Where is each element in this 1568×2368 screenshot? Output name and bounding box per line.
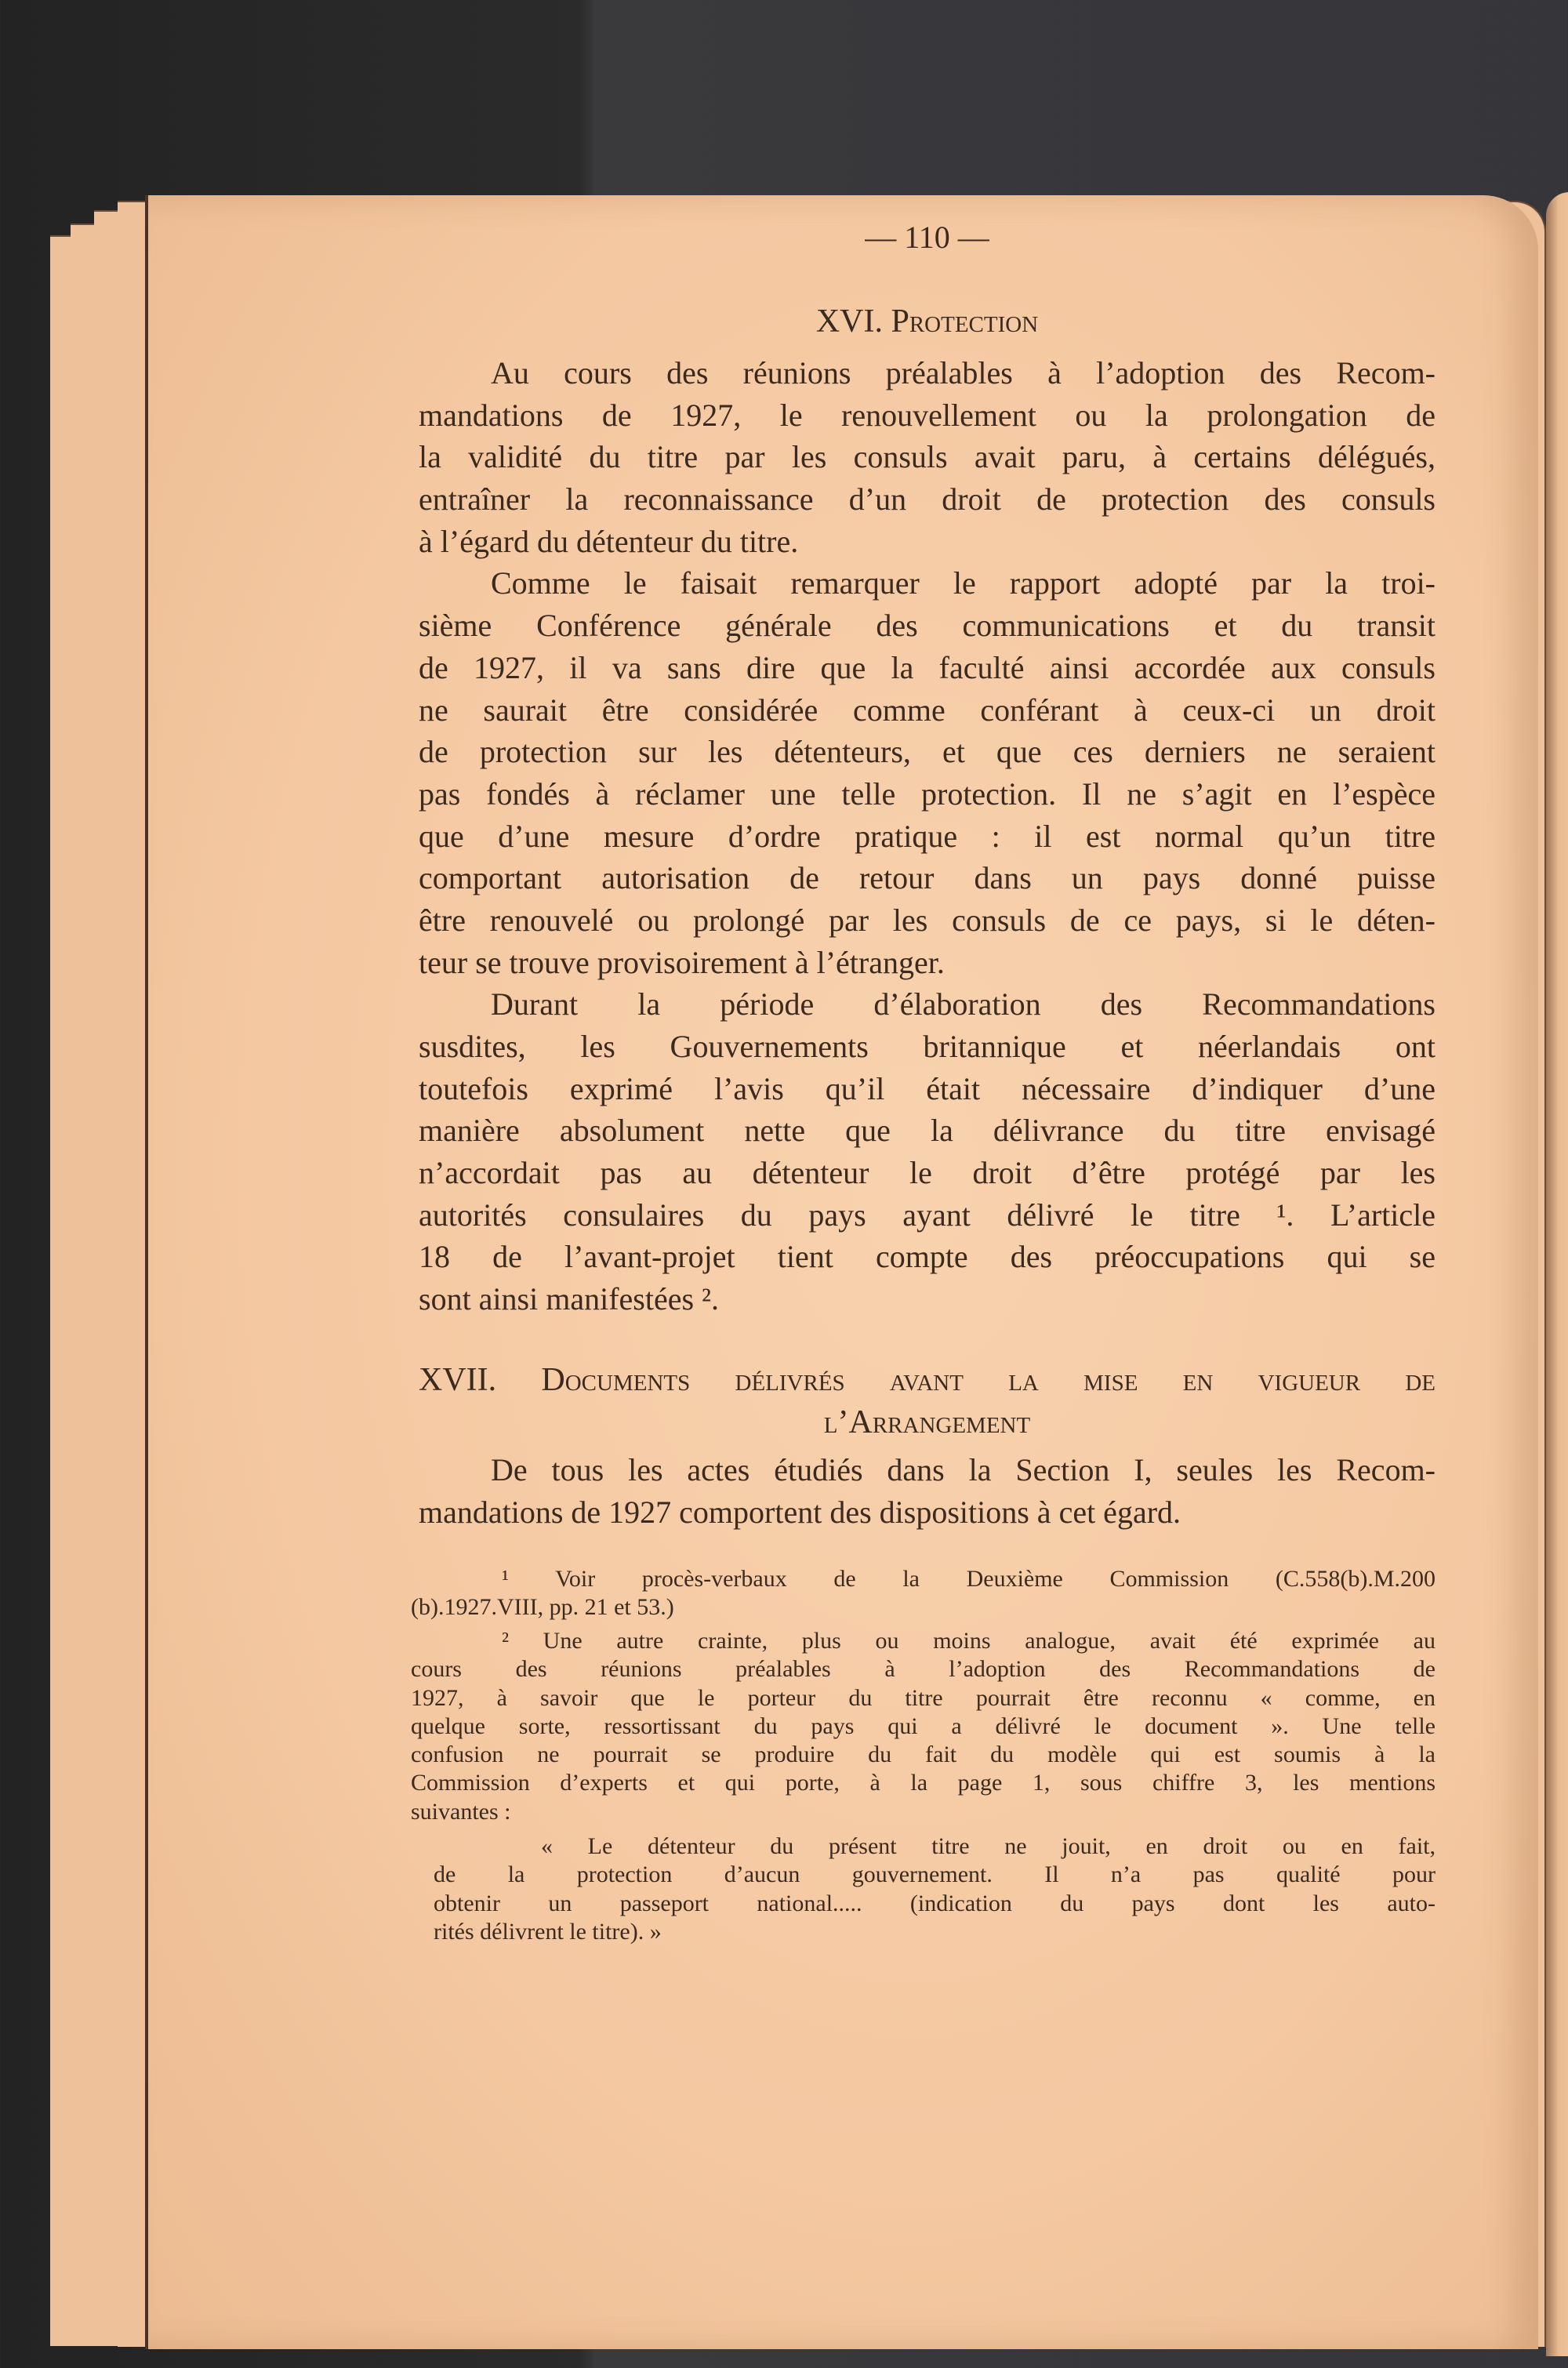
text-line: sont ainsi manifestées ².: [419, 1281, 720, 1317]
text-line: sième Conférence générale des communications et du transit: [419, 608, 1436, 644]
text-line: Comme le faisait remarquer le rapport adopté par la troi-: [491, 565, 1436, 601]
quote-line: de la protection d’aucun gouvernement. Il n’a pas qualité pour: [434, 1861, 1436, 1888]
text-line: 18 de l’avant-projet tient compte des préoccupations qui se: [419, 1239, 1436, 1275]
text-line: pas fondés à réclamer une telle protection. Il ne s’agit en l’espèce: [419, 775, 1436, 812]
quote-line: « Le détenteur du présent titre ne jouit, en droit ou en fait,: [541, 1833, 1436, 1859]
section-title: Protection: [891, 303, 1039, 340]
section-number: XVI.: [815, 303, 883, 340]
text-line: de 1927, il va sans dire que la faculté ainsi accordée aux consuls: [419, 649, 1436, 685]
section-title-line2: l’Arrangement: [823, 1404, 1031, 1440]
text-line: cours des réunions préalables à l’adoption des Recommandations de: [411, 1656, 1436, 1683]
text-line: n’accordait pas au détenteur le droit d’être protégé par les: [419, 1155, 1436, 1191]
text-line: ne saurait être considérée comme conférant à ceux-ci un droit: [419, 692, 1436, 728]
text-line: Durant la période d’élaboration des Recommandations: [491, 986, 1436, 1022]
text-line: que d’une mesure d’ordre pratique : il est normal qu’un titre: [419, 818, 1436, 854]
text-line: mandations de 1927 comportent des dispositions à cet égard.: [419, 1494, 1181, 1530]
text-line: teur se trouve provisoirement à l’étranger.: [419, 944, 945, 980]
section-xvii-body: [419, 1449, 1436, 1533]
section-title-line1: Documents délivrés avant la mise en vigueur de: [541, 1362, 1436, 1398]
text-line: De tous les actes étudiés dans la Section I, seules les Recom-: [491, 1452, 1436, 1487]
text-line: confusion ne pourrait se produire du fait du modèle qui est soumis à la: [411, 1741, 1436, 1768]
page-number: — 110 —: [865, 220, 989, 255]
quote-line: rités délivrent le titre). »: [434, 1918, 662, 1945]
section-xvi-body: [419, 352, 1436, 1320]
quote-line: obtenir un passeport national..... (indication du pays dont les auto-: [434, 1890, 1436, 1916]
text-line: 1927, à savoir que le porteur du titre pourrait être reconnu « comme, en: [411, 1684, 1436, 1711]
facing-page-edge: [1546, 192, 1568, 2356]
text-line: comportant autorisation de retour dans un pays donné puisse: [419, 860, 1436, 896]
text-line: manière absolument nette que la délivrance du titre envisagé: [419, 1113, 1436, 1149]
text-line: de protection sur les détenteurs, et que ces derniers ne seraient: [419, 734, 1436, 770]
footnote-2: [411, 1627, 1436, 1826]
text-line: toutefois exprimé l’avis qu’il était nécessaire d’indiquer d’une: [419, 1070, 1436, 1106]
section-number: XVII.: [419, 1362, 497, 1398]
text-line: la validité du titre par les consuls avait paru, à certains délégués,: [419, 439, 1436, 475]
text-line: à l’égard du détenteur du titre.: [419, 523, 799, 559]
text-line: autorités consulaires du pays ayant délivré le titre ¹. L’article: [419, 1197, 1436, 1233]
text-line: ² Une autre crainte, plus ou moins analogue, avait été exprimée au: [502, 1628, 1436, 1654]
text-line: suivantes :: [411, 1798, 511, 1825]
text-line: être renouvelé ou prolongé par les consuls de ce pays, si le déten-: [419, 902, 1436, 938]
text-line: Commission d’experts et qui porte, à la page 1, sous chiffre 3, les mentions: [411, 1770, 1436, 1796]
text-line: Au cours des réunions préalables à l’adoption des Recom-: [491, 355, 1436, 390]
footnote-1: [411, 1565, 1436, 1622]
footnote-quote: [434, 1832, 1436, 1946]
text-line: entraîner la reconnaissance d’un droit de protection des consuls: [419, 481, 1436, 518]
text-line: ¹ Voir procès-verbaux de la Deuxième Commission (C.558(b).M.200: [502, 1566, 1436, 1592]
text-line: mandations de 1927, le renouvellement ou la prolongation de: [419, 397, 1436, 433]
section-heading-xvii: [419, 1360, 1436, 1444]
text-line: quelque sorte, ressortissant du pays qui a délivré le document ». Une telle: [411, 1712, 1436, 1739]
section-heading-xvi: [419, 301, 1436, 342]
text-line: (b).1927.VIII, pp. 21 et 53.): [411, 1594, 674, 1621]
text-line: susdites, les Gouvernements britannique et néerlandais ont: [419, 1029, 1436, 1064]
